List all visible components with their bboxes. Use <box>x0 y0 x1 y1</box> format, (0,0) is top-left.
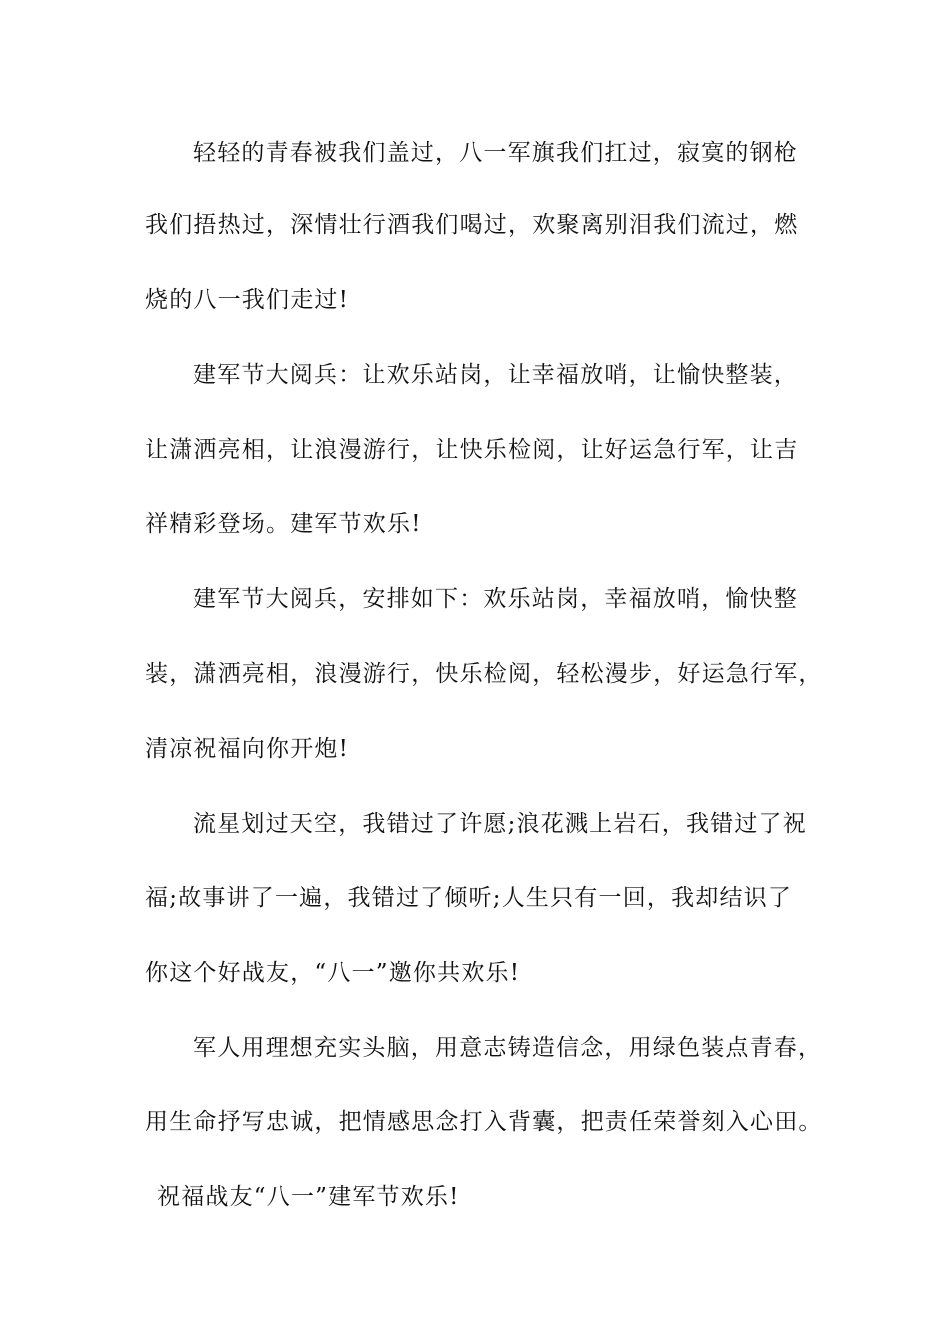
paragraph-2-line-1: 建军节大阅兵：让欢乐站岗，让幸福放哨，让愉快整装， <box>193 362 798 388</box>
paragraph-4-line-2: 福;故事讲了一遍，我错过了倾听;人生只有一回，我却结识了 <box>145 885 793 911</box>
paragraph-1-line-1: 轻轻的青春被我们盖过，八一军旗我们扛过，寂寞的钢枪 <box>193 140 798 166</box>
paragraph-5-line-2: 用生命抒写忠诚，把情感思念打入背囊，把责任荣誉刻入心田。 <box>145 1109 823 1135</box>
paragraph-1-line-2: 我们捂热过，深情壮行酒我们喝过，欢聚离别泪我们流过，燃 <box>145 212 799 238</box>
paragraph-5-line-3: 祝福战友“八一”建军节欢乐! <box>157 1184 460 1210</box>
paragraph-2-line-2: 让潇洒亮相，让浪漫游行，让快乐检阅，让好运急行军，让吉 <box>145 437 799 463</box>
paragraph-4-line-3: 你这个好战友，“八一”邀你共欢乐! <box>145 960 521 986</box>
paragraph-3-line-1: 建军节大阅兵，安排如下：欢乐站岗，幸福放哨，愉快整 <box>193 586 798 612</box>
paragraph-2-line-3: 祥精彩登场。建军节欢乐! <box>145 511 422 537</box>
paragraph-3-line-2: 装，潇洒亮相，浪漫游行，快乐检阅，轻松漫步，好运急行军， <box>145 661 823 687</box>
paragraph-1-line-3: 烧的八一我们走过! <box>145 287 350 313</box>
paragraph-3-line-3: 清凉祝福向你开炮! <box>145 736 350 762</box>
paragraph-4-line-1: 流星划过天空，我错过了许愿;浪花溅上岩石，我错过了祝 <box>193 811 807 837</box>
paragraph-5-line-1: 军人用理想充实头脑，用意志铸造信念，用绿色装点青春， <box>193 1035 823 1061</box>
